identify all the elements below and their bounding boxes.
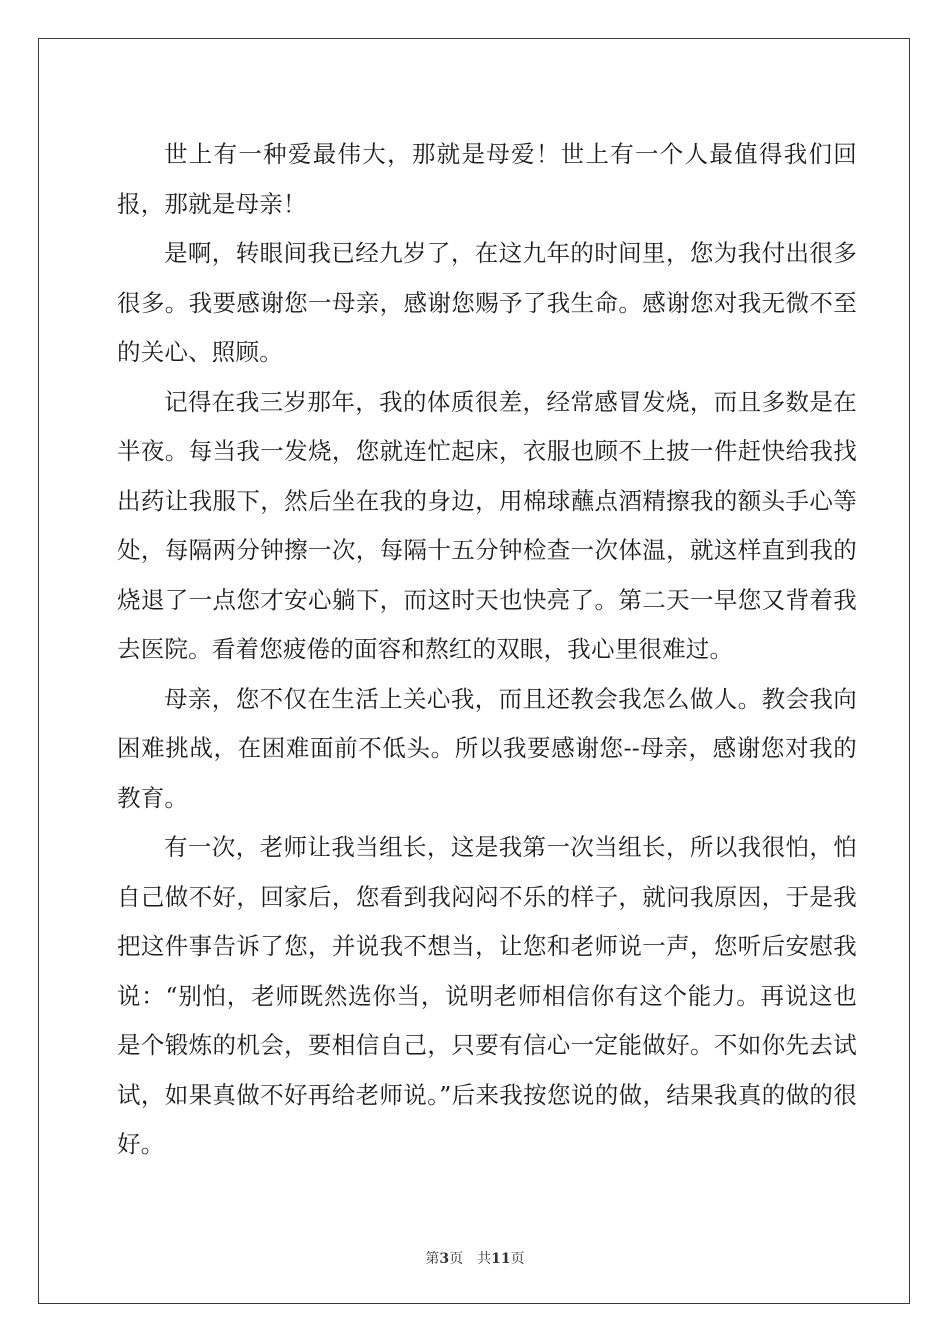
- page-number: 3: [439, 1251, 450, 1267]
- total-suffix: 页: [510, 1251, 525, 1267]
- paragraph: 记得在我三岁那年，我的体质很差，经常感冒发烧，而且多数是在半夜。每当我一发烧，您就连忙起床，衣服也顾不上披一件赶快给我找出药让我服下，然后坐在我的身边，用棉球蘸点酒精擦我的额头手心等处，每隔两分钟擦一次，每隔十五分钟检查一次体温，就这样直到我的烧退了一点您才安心躺下，而这时天也快亮了。第二天一早您又背着我去医院。看着您疲倦的面容和熬红的双眼，我心里很难过。: [117, 387, 857, 663]
- total-prefix: 共: [477, 1251, 492, 1267]
- paragraph: 母亲，您不仅在生活上关心我，而且还教会我怎么做人。教会我向困难挑战，在困难面前不低头。所以我要感谢您--母亲，感谢您对我的教育。: [117, 684, 857, 812]
- paragraph: 是啊，转眼间我已经九岁了，在这九年的时间里，您为我付出很多很多。我要感谢您一母亲，感谢您赐予了我生命。感谢您对我无微不至的关心、照顾。: [117, 239, 857, 366]
- page-footer: [0, 1248, 950, 1268]
- page-prefix: 第: [425, 1251, 440, 1267]
- paragraph: 有一次，老师让我当组长，这是我第一次当组长，所以我很怕，怕自己做不好，回家后，您看到我闷闷不乐的样子，就问我原因，于是我把这件事告诉了您，并说我不想当，让您和老师说一声，您听后安慰我说：“别怕，老师既然选你当，说明老师相信你有这个能力。再说这也是个锻炼的机会，要相信自己，只要有信心一定能做好。不如你先去试试，如果真做不好再给老师说。”后来我按您说的做，结果我真的做的很好。: [117, 833, 857, 1158]
- document-body: [117, 130, 857, 1170]
- page-suffix: 页: [449, 1251, 464, 1267]
- paragraph: 世上有一种爱最伟大，那就是母爱！世上有一个人最值得我们回报，那就是母亲！: [117, 140, 857, 218]
- total-pages: 11: [491, 1251, 511, 1267]
